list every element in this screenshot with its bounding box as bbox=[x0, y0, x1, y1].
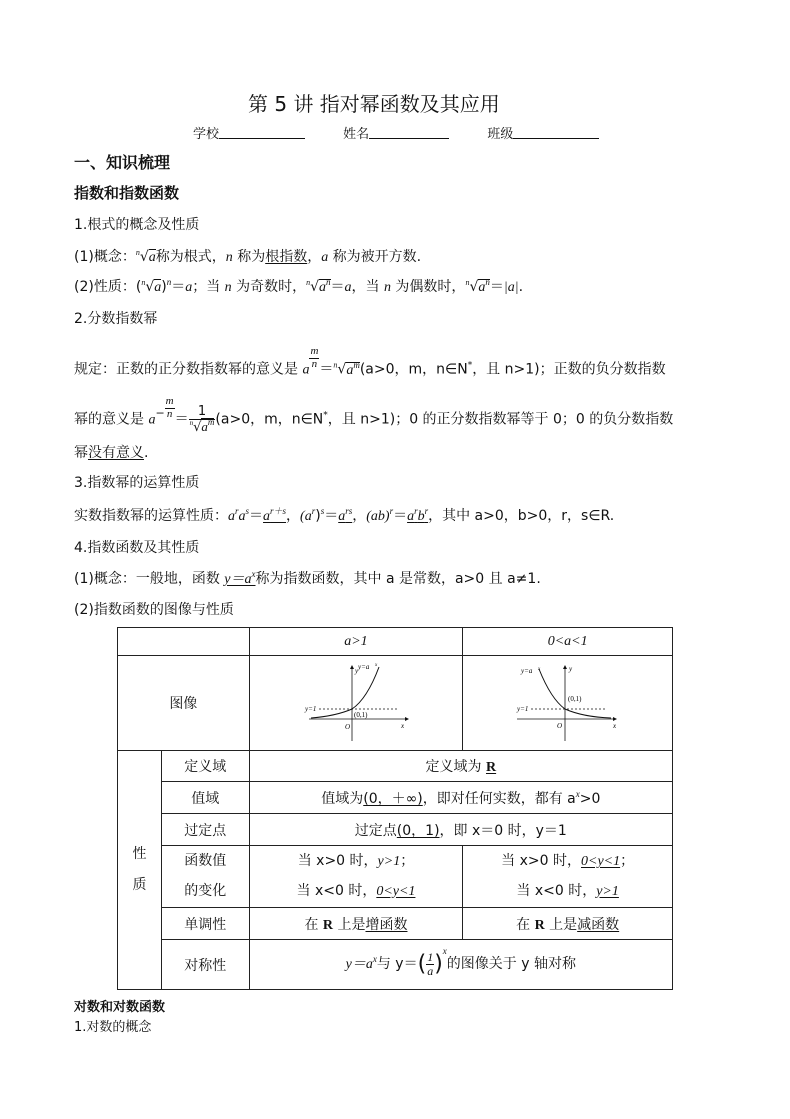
graph-decreasing bbox=[463, 656, 673, 751]
exp-curve bbox=[539, 669, 611, 718]
class-blank[interactable] bbox=[513, 126, 599, 139]
table-header-empty bbox=[118, 628, 250, 656]
y-arrow bbox=[563, 665, 567, 669]
page-title: 第 5 讲 指对幂函数及其应用 bbox=[248, 92, 500, 116]
fixed-point-label: 过定点 bbox=[161, 814, 249, 846]
value-change-label: 函数值 的变化 bbox=[161, 846, 249, 908]
para-no-meaning: 幂没有意义. bbox=[74, 445, 149, 461]
table-header-a-gt-1: a>1 bbox=[249, 628, 463, 656]
x-axis-label: x bbox=[612, 722, 616, 730]
graph-row-label: 图像 bbox=[118, 656, 250, 751]
x-axis-label: x bbox=[400, 722, 405, 730]
domain-value: 定义域为 R bbox=[249, 751, 672, 782]
y-axis-label: y bbox=[568, 665, 572, 673]
subsection-heading: 指数和指数函数 bbox=[74, 184, 180, 202]
curve-label: y=a bbox=[520, 667, 532, 675]
domain-label: 定义域 bbox=[161, 751, 249, 782]
table-header-a-lt-1: 0<a<1 bbox=[463, 628, 673, 656]
symmetry-value: $y=a^x$与 y＝( $\frac{1}{a}$ )$^x$的图像关于 y 轴对称 bbox=[249, 940, 672, 990]
para-positive-fraction: 规定：正数的正分数指数幂的意义是 a $\frac{m}{n}$ $=^n√a^m(a>0$，m，n∈N*，且 n>1)；正数的负分数指数 bbox=[74, 345, 666, 378]
school-blank[interactable] bbox=[219, 126, 305, 139]
value-change-increasing: 当 x>0 时，y>1； 当 x<0 时，0<y<1 bbox=[249, 846, 463, 908]
heading-log-concept: 1.对数的概念 bbox=[74, 1020, 152, 1035]
subsection-log-heading: 对数和对数函数 bbox=[74, 1000, 166, 1015]
x-arrow bbox=[613, 717, 617, 721]
x-arrow bbox=[405, 717, 409, 721]
para-graph-intro: (2)指数函数的图像与性质 bbox=[74, 602, 234, 618]
curve-label: y=a bbox=[357, 663, 370, 671]
para-radical-properties: (2)性质：$(^n√a)^n=a$；当 n 为奇数时，$^n√a^n=a$，当 n 为偶数时，$^n√a^n=|a|$. bbox=[74, 277, 524, 295]
graph-increasing bbox=[249, 656, 463, 751]
y-arrow bbox=[350, 665, 354, 669]
curve-label-sup: x bbox=[537, 667, 540, 672]
name-blank[interactable] bbox=[369, 126, 449, 139]
school-label: 学校 bbox=[193, 127, 220, 142]
exp-properties-table bbox=[117, 627, 673, 990]
point-label: (0,1) bbox=[353, 711, 368, 719]
y1-label: y=1 bbox=[304, 705, 317, 713]
name-label: 姓名 bbox=[343, 127, 370, 142]
heading-fractional-exponent: 2.分数指数幂 bbox=[74, 311, 158, 327]
heading-operation-rules: 3.指数幂的运算性质 bbox=[74, 475, 200, 491]
origin-label: O bbox=[344, 723, 351, 731]
para-negative-fraction: 幂的意义是 a− $\frac{m}{n}$ ＝ $\frac{1}{^n√a^m}$ (a>0，m，n∈N*，且 n>1)；0 的正分数指数幂等于 0；0 的负分数指数 bbox=[74, 395, 674, 435]
decreasing-graph bbox=[513, 661, 623, 745]
para-radical-concept: (1)概念：$^n$√a称为根式，n 称为根指数，a 称为被开方数. bbox=[74, 248, 422, 265]
heading-exp-function: 4.指数函数及其性质 bbox=[74, 540, 200, 556]
para-exp-concept: (1)概念：一般地，函数 $y=a^x$称为指数函数，其中 a 是常数，a>0 且 a≠1. bbox=[74, 569, 541, 587]
curve-label-sup: x bbox=[374, 663, 378, 668]
y1-label: y=1 bbox=[516, 705, 528, 713]
para-operation-rules: 实数指数幂的运算性质：$a^ra^s=a^{r+s}$，$(a^r)^s=a^{rs}$，$(ab)^r=a^rb^r$，其中 a>0，b>0，r，s∈R. bbox=[74, 506, 615, 524]
range-label: 值域 bbox=[161, 782, 249, 814]
section-heading: 一、知识梳理 bbox=[74, 153, 171, 172]
symmetry-label: 对称性 bbox=[161, 940, 249, 990]
value-change-decreasing: 当 x>0 时，0<y<1； 当 x<0 时，y>1 bbox=[463, 846, 673, 908]
heading-radicals: 1.根式的概念及性质 bbox=[74, 217, 200, 233]
exp-curve bbox=[311, 667, 379, 718]
property-group-label: 性 质 bbox=[118, 751, 162, 990]
info-line bbox=[193, 123, 599, 142]
monotonicity-label: 单调性 bbox=[161, 908, 249, 940]
class-label: 班级 bbox=[487, 127, 514, 142]
monotonicity-decreasing: 在 R 上是减函数 bbox=[463, 908, 673, 940]
fixed-point-value: 过定点(0，1)，即 x＝0 时，y＝1 bbox=[249, 814, 672, 846]
range-value: 值域为(0，＋∞)，即对任何实数，都有 $a^x>0$ bbox=[249, 782, 672, 814]
origin-label: O bbox=[556, 722, 562, 730]
y-axis-label: y bbox=[354, 667, 359, 675]
monotonicity-increasing: 在 R 上是增函数 bbox=[249, 908, 463, 940]
point-label: (0,1) bbox=[567, 695, 582, 703]
increasing-graph bbox=[301, 661, 411, 745]
